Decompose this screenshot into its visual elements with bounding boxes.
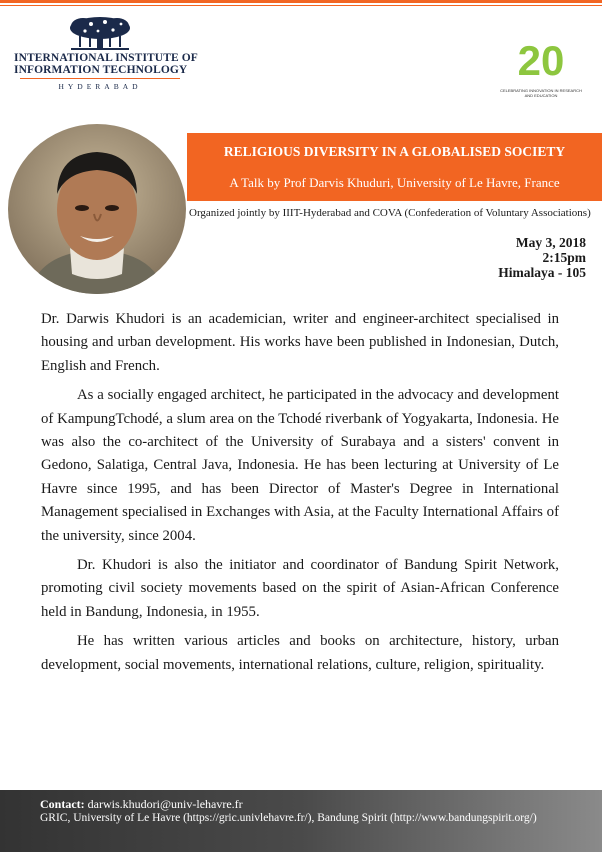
- talk-banner: [187, 133, 602, 201]
- speaker-bio: [41, 308, 559, 683]
- banyan-tree-icon: [65, 16, 135, 52]
- event-time: 2:15pm: [542, 250, 586, 265]
- bio-paragraph-1: Dr. Darwis Khudori is an academician, writer and engineer-architect specialised in housing and urban development. His works have been published in Indonesian, Dutch, English and French.: [41, 311, 559, 374]
- event-date: May 3, 2018: [515, 235, 586, 250]
- anniversary-mark: [500, 36, 582, 86]
- speaker-photo: [8, 124, 186, 294]
- speaker-portrait-image: [8, 124, 186, 294]
- anniversary-caption: CELEBRATING INNOVATION IN RESEARCH AND EDUCATION: [500, 88, 582, 98]
- top-accent-line: [0, 5, 602, 6]
- event-venue: Himalaya - 105: [498, 265, 586, 280]
- contact-label: Contact:: [40, 797, 85, 811]
- top-accent-bar: [0, 0, 602, 3]
- footer-links[interactable]: GRIC, University of Le Havre (https://gric.univlehavre.fr/), Bandung Spirit (http://www.bandungspirit.org/): [40, 812, 537, 824]
- institute-city: HYDERABAD: [58, 82, 142, 91]
- iiit-logo: [14, 16, 198, 106]
- bio-paragraph-2: As a socially engaged architect, he participated in the advocacy and development of KampungTchodé, a slum area on the Tchodé riverbank of Yogyakarta, Indonesia. He was also the co-architect of the University of Surabaya and a sisters' convent in Gedono, Salatiga, Central Java, Indonesia. He has been lecturing at University of Le Havre since 1995, and has been Director of Master's Degree in International Management specialised in Exchanges with Asia, at the Faculty International Affairs of the university, since 2004.: [41, 387, 559, 544]
- institute-divider: [20, 78, 180, 79]
- anniversary-number: 20: [517, 37, 565, 84]
- contact-line: [40, 797, 243, 812]
- event-details: [498, 235, 586, 280]
- contact-footer: [0, 790, 602, 852]
- contact-email[interactable]: darwis.khudori@univ-lehavre.fr: [87, 797, 243, 811]
- bio-paragraph-3: Dr. Khudori is also the initiator and coordinator of Bandung Spirit Network, promoting civil society movements based on the spirit of Asian-African Conference held in Bandung, Indonesia, in 1955.: [41, 557, 559, 620]
- talk-title: RELIGIOUS DIVERSITY IN A GLOBALISED SOCIETY: [223, 144, 566, 159]
- bio-paragraph-4: He has written various articles and books on architecture, history, urban development, social movements, international relations, culture, religion, spirituality.: [41, 633, 559, 673]
- institute-name-line2: INFORMATION TECHNOLOGY: [14, 64, 188, 76]
- organizer-line: Organized jointly by IIIT-Hyderabad and COVA (Confederation of Voluntary Associations): [189, 207, 591, 219]
- anniversary-logo: [500, 36, 582, 106]
- institute-name-line1: INTERNATIONAL INSTITUTE OF: [14, 52, 198, 64]
- talk-subtitle: A Talk by Prof Darvis Khuduri, University of Le Havre, France: [229, 175, 560, 190]
